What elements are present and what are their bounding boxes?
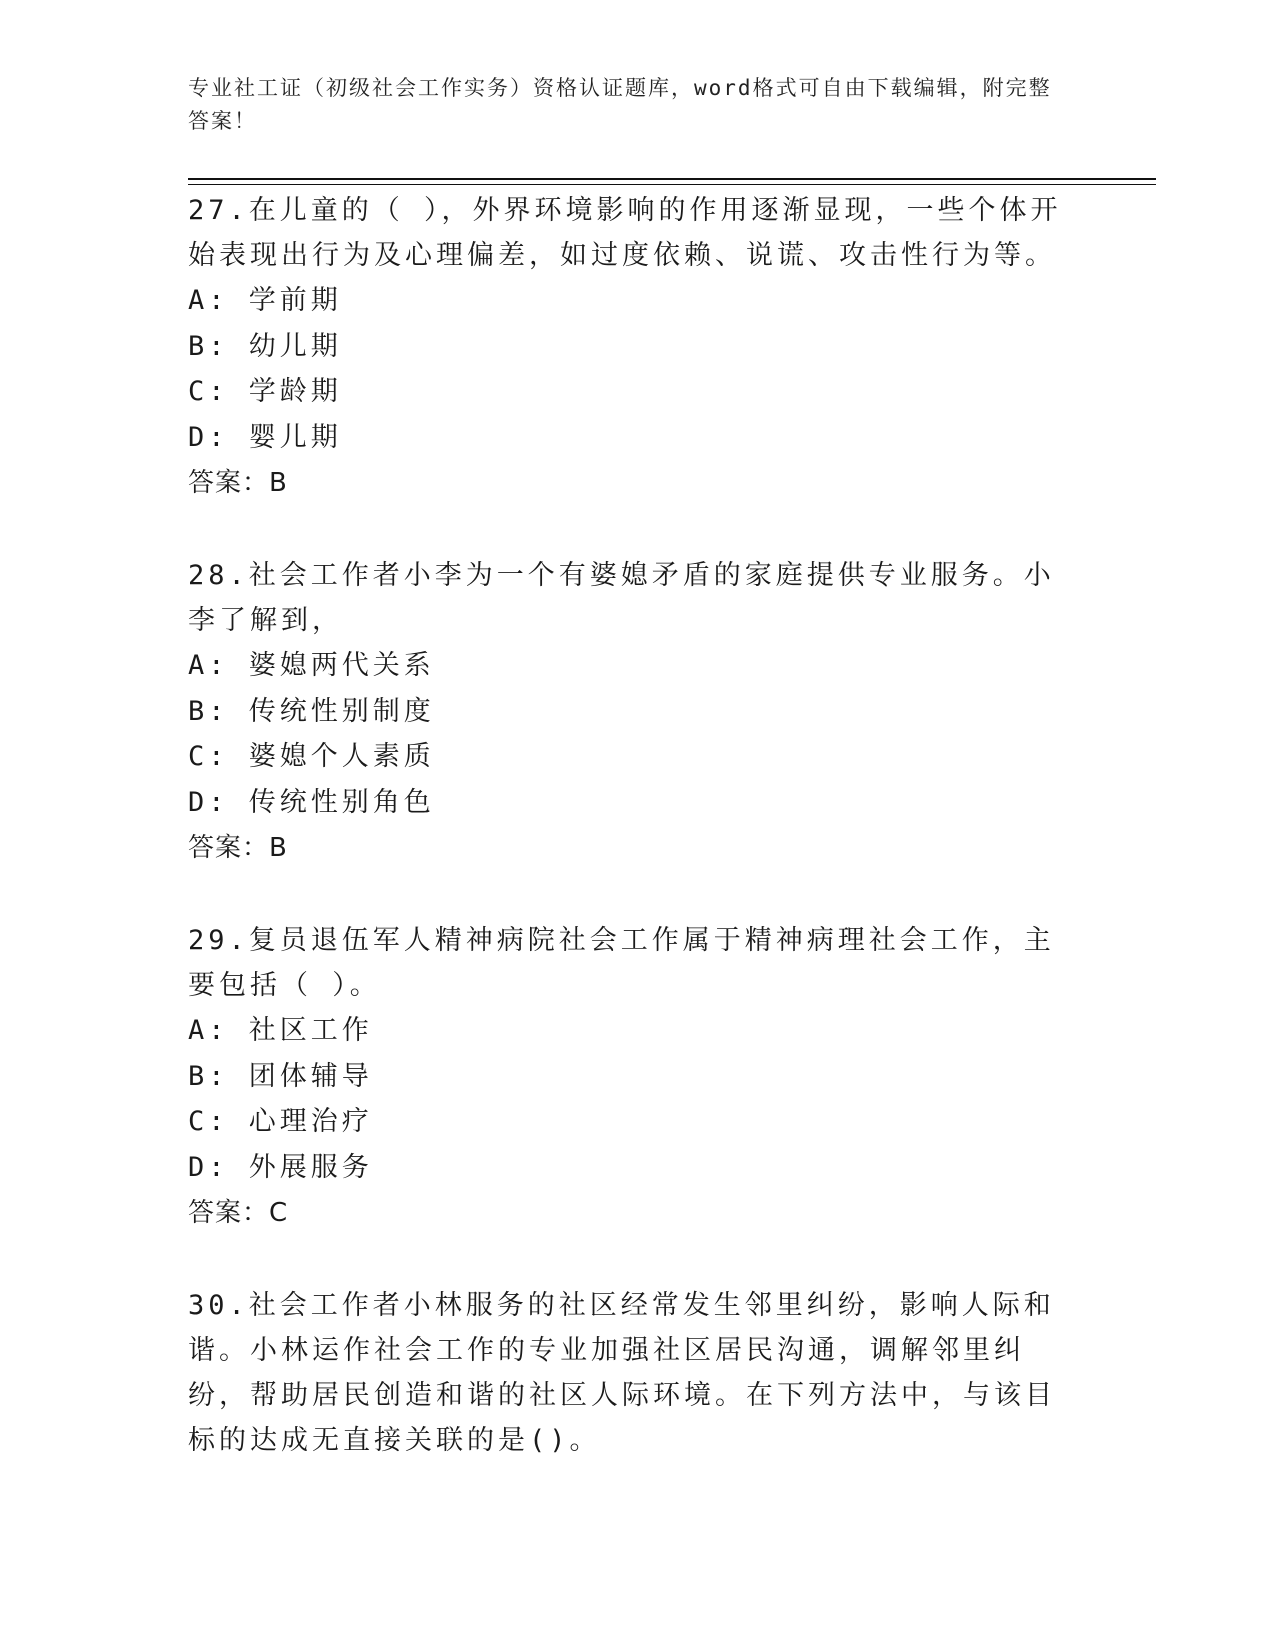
answer-line: 答案：C [188,1198,289,1228]
option-c: C: 心理治疗 [188,1106,373,1137]
option-a: A: 学前期 [188,285,342,316]
question-stem: 30.社会工作者小林服务的社区经常发生邻里纠纷，影响人际和谐。小林运作社会工作的专业加强社区居民沟通，调解邻里纠纷，帮助居民创造和谐的社区人际环境。在下列方法中，与该目标的达成无直接关联的是()。 [188,1290,1056,1456]
question-28 [188,553,1078,871]
option-d: D: 婴儿期 [188,421,342,453]
question-stem: 28.社会工作者小李为一个有婆媳矛盾的家庭提供专业服务。小李了解到， [188,560,1055,636]
question-27 [188,188,1078,506]
question-29 [188,918,1078,1236]
option-b: B: 传统性别制度 [188,695,435,727]
question-30 [188,1283,1078,1463]
option-c: C: 婆媳个人素质 [188,741,435,772]
header-divider-thick [188,178,1156,180]
question-stem: 29.复员退伍军人精神病院社会工作属于精神病理社会工作，主要包括（ ）。 [188,925,1055,1001]
option-b: B: 幼儿期 [188,330,342,362]
option-d: D: 外展服务 [188,1151,373,1183]
document-header: 专业社工证（初级社会工作实务）资格认证题库，word格式可自由下载编辑，附完整答案！ [188,76,1052,133]
option-d: D: 传统性别角色 [188,786,435,818]
answer-line: 答案：B [188,468,288,498]
question-stem: 27.在儿童的（ ），外界环境影响的作用逐渐显现，一些个体开始表现出行为及心理偏差，如过度依赖、说谎、攻击性行为等。 [188,195,1062,271]
option-a: A: 社区工作 [188,1015,373,1046]
header-divider-thin [188,184,1156,185]
answer-line: 答案：B [188,833,288,863]
option-b: B: 团体辅导 [188,1060,373,1092]
option-c: C: 学龄期 [188,376,342,407]
option-a: A: 婆媳两代关系 [188,650,435,681]
